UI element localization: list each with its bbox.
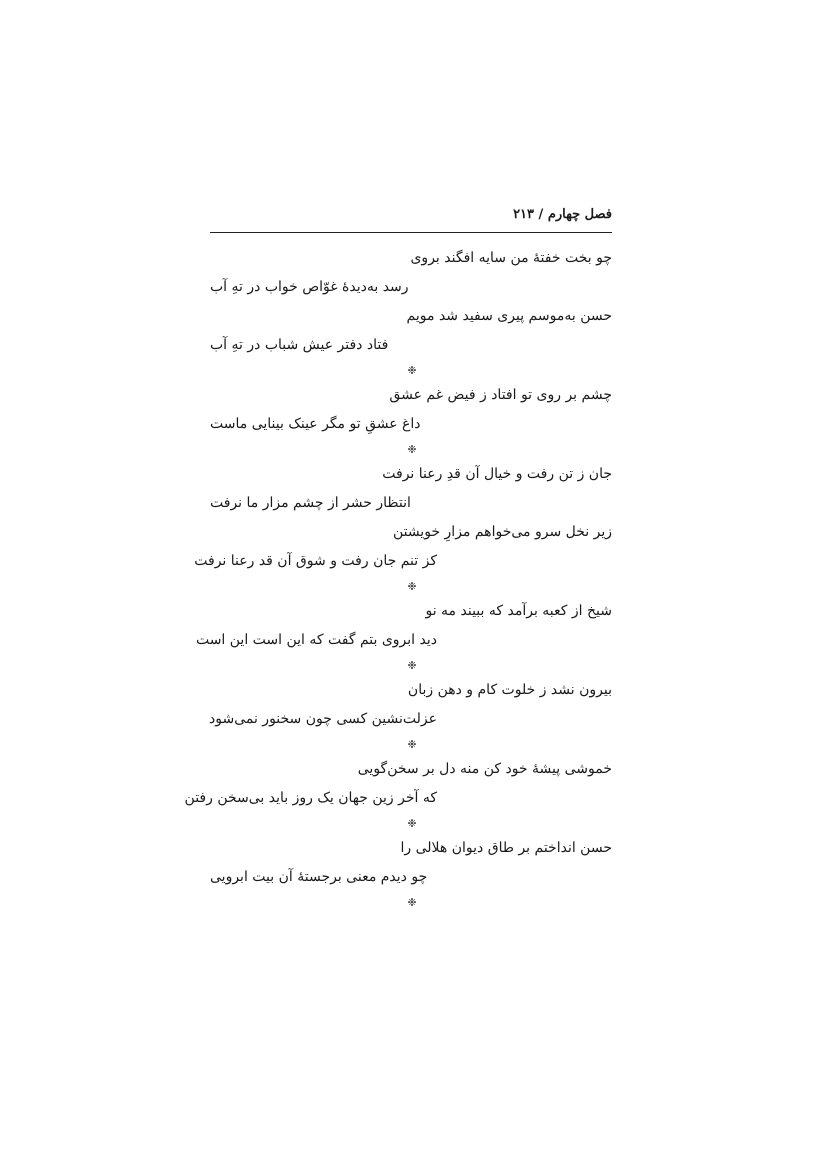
separator-asterism-icon: ❉ bbox=[407, 738, 417, 751]
couplet bbox=[195, 597, 612, 655]
couplet bbox=[210, 244, 612, 302]
separator-asterism-icon: ❉ bbox=[407, 659, 417, 672]
poem-body bbox=[184, 244, 612, 913]
couplet bbox=[194, 518, 612, 576]
hemistich-second: رسد به‌دیدهٔ غوّاص خواب در تهِ آب bbox=[210, 279, 409, 295]
hemistich-first: حسن به‌موسم پیری سفید شد مویم bbox=[406, 308, 612, 324]
couplet bbox=[210, 834, 612, 892]
hemistich-second: چو دیدم معنی برجستهٔ آن بیت ابرویی bbox=[210, 869, 428, 885]
hemistich-first: چشم بر روی تو افتاد ز فیض غم عشق bbox=[389, 387, 612, 403]
couplet bbox=[210, 460, 612, 518]
separator-asterism-icon: ❉ bbox=[407, 443, 417, 456]
page-header bbox=[210, 206, 612, 233]
hemistich-second: داغ عشقِ تو مگر عینک بینایی ماست bbox=[210, 416, 421, 432]
hemistich-first: زیر نخل سرو می‌خواهم مزارِ خویشتن bbox=[392, 524, 612, 540]
hemistich-second: انتظار حشر از چشم مزار ما نرفت bbox=[210, 495, 411, 511]
separator-asterism-icon: ❉ bbox=[407, 580, 417, 593]
hemistich-first: خموشی پیشهٔ خود کن منه دل بر سخن‌گویی bbox=[357, 761, 612, 777]
hemistich-second: عزلت‌نشین کسی چون سخنور نمی‌شود bbox=[209, 711, 437, 727]
separator-asterism-icon: ❉ bbox=[407, 896, 417, 909]
hemistich-first: چو بخت خفتهٔ من سایه افگند بروی bbox=[410, 250, 612, 266]
separator-asterism-icon: ❉ bbox=[407, 364, 417, 377]
hemistich-second: کز تنم جان رفت و شوق آن قد رعنا نرفت bbox=[194, 553, 437, 569]
couplet bbox=[210, 381, 612, 439]
running-head: فصل چهارم / ۲۱۳ bbox=[513, 207, 612, 222]
hemistich-second: فتاد دفتر عیش شباب در تهِ آب bbox=[210, 337, 389, 353]
hemistich-first: حسن انداختم بر طاق دیوان هلالی را bbox=[400, 840, 612, 856]
hemistich-first: شیخ از کعبه برآمد که ببیند مه نو bbox=[425, 603, 612, 619]
hemistich-first: جان ز تن رفت و خیال آن قدِ رعنا نرفت bbox=[382, 466, 612, 482]
couplet bbox=[184, 755, 612, 813]
separator-asterism-icon: ❉ bbox=[407, 817, 417, 830]
hemistich-second: که آخر زین جهان یک روز باید بی‌سخن رفتن bbox=[184, 790, 437, 806]
couplet bbox=[210, 676, 612, 734]
hemistich-second: دید ابروی بتم گفت که این است این است bbox=[195, 632, 437, 648]
couplet bbox=[210, 302, 612, 360]
hemistich-first: بیرون نشد ز خلوت کام و دهن زبان bbox=[407, 682, 612, 698]
